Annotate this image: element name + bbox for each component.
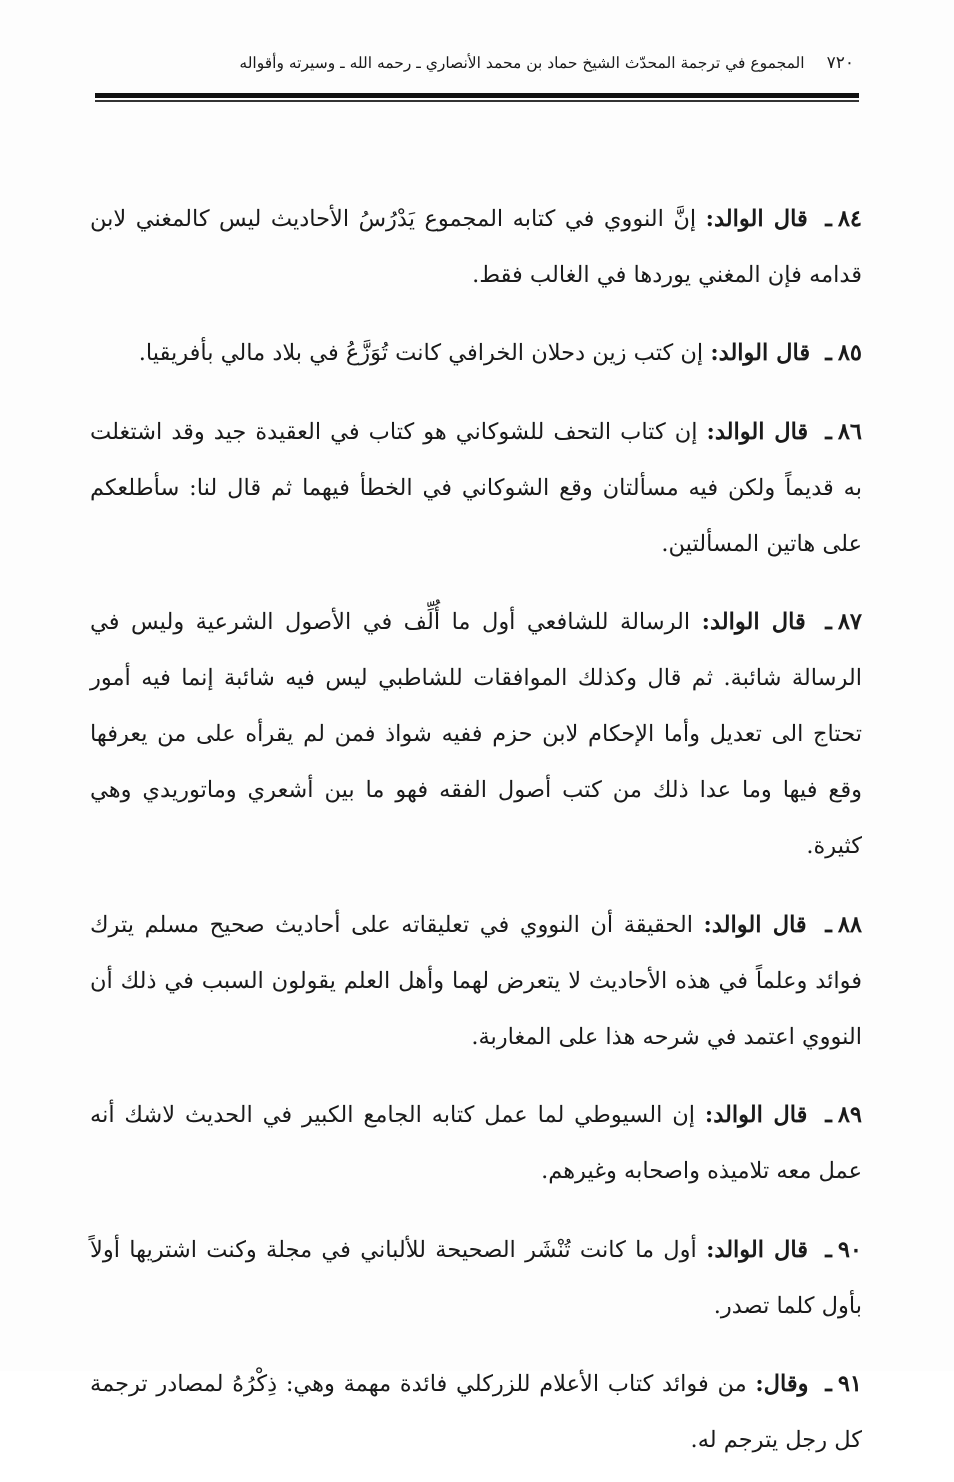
page-header bbox=[170, 48, 854, 78]
entry-text: إن السيوطي لما عمل كتابه الجامع الكبير في الحديث لاشك أنه عمل معه تلاميذه واصحابه وغيرهم. bbox=[90, 1102, 862, 1184]
entry-number: ٨٤ bbox=[837, 205, 862, 232]
entry-number: ٨٥ bbox=[837, 340, 862, 366]
entry-89 bbox=[90, 1087, 862, 1199]
header-rule-thin bbox=[95, 100, 859, 102]
header-rule bbox=[95, 93, 859, 98]
entry-dash: ـ bbox=[825, 205, 832, 232]
entry-speaker: قال الوالد: bbox=[706, 1236, 808, 1263]
entry-number: ٨٧ bbox=[837, 609, 863, 635]
entry-speaker: قال الوالد: bbox=[705, 205, 808, 232]
page-body bbox=[90, 168, 862, 1482]
entry-86 bbox=[90, 404, 862, 572]
entry-dash: ـ bbox=[825, 340, 832, 366]
entry-speaker: قال الوالد: bbox=[704, 1102, 808, 1128]
entry-85 bbox=[90, 325, 862, 381]
entry-text: إن كتاب التحف للشوكاني هو كتاب في العقيدة جيد وقد اشتغلت به قديماً ولكن فيه مسألتان وقع الشوكاني في الخطأ فيهما ثم قال لنا: سأطلعكم على هاتين المسألتين. bbox=[90, 418, 862, 557]
entry-speaker: قال الوالد: bbox=[703, 911, 807, 938]
page-number: ٧٢٠ bbox=[826, 53, 854, 73]
entry-speaker: قال الوالد: bbox=[701, 609, 806, 635]
entry-dash: ـ bbox=[825, 609, 832, 635]
entry-number: ٨٩ bbox=[837, 1102, 862, 1128]
entry-text: من فوائد كتاب الأعلام للزركلي فائدة مهمة وهي: ذِكْرُهُ لمصادر ترجمة كل رجل يترجم له. bbox=[90, 1371, 862, 1453]
entry-number: ٨٨ bbox=[837, 911, 863, 938]
entry-87 bbox=[90, 594, 862, 874]
entry-text: إن كتب زين دحلان الخرافي كانت تُوَزَّعُ في بلاد مالي بأفريقيا. bbox=[138, 340, 704, 366]
entry-dash: ـ bbox=[825, 911, 832, 938]
entry-dash: ـ bbox=[825, 1102, 832, 1128]
entry-text: الحقيقة أن النووي في تعليقاته على أحاديث صحيح مسلم يترك فوائد وعلماً في هذه الأحاديث لا يتعرض لهما وأهل العلم يقولون السبب في ذلك أن النووي اعتمد في شرحه هذا على المغاربة. bbox=[90, 911, 862, 1050]
entry-number: ٨٦ bbox=[837, 418, 862, 445]
entry-speaker: قال الوالد: bbox=[710, 340, 811, 366]
entry-dash: ـ bbox=[825, 418, 832, 445]
entry-speaker: قال الوالد: bbox=[706, 418, 809, 445]
entry-number: ٩١ bbox=[837, 1371, 862, 1397]
entry-dash: ـ bbox=[825, 1371, 832, 1397]
entry-84 bbox=[90, 191, 862, 303]
entry-88 bbox=[90, 897, 862, 1065]
entry-text: إنَّ النووي في كتابه المجموع يَدْرُسُ الأحاديث ليس كالمغني لابن قدامه فإن المغني يوردها في الغالب فقط. bbox=[90, 205, 862, 288]
entry-speaker: وقال: bbox=[755, 1371, 809, 1397]
running-title: المجموع في ترجمة المحدّث الشيخ حماد بن محمد الأنصاري ـ رحمه الله ـ وسيرته وأقواله bbox=[239, 54, 805, 72]
entry-text: الرسالة للشافعي أول ما أُلِّف في الأصول الشرعية وليس في الرسالة شائبة. ثم قال وكذلك الموافقات للشاطبي ليس فيه شائبة إنما فيه أمور تحتاج الى تعديل وأما الإحكام لابن حزم ففيه شواذ فمن لم يقرأه على من يعرفها وقع فيها وما عدا ذلك من كتب أصول الفقه فهو ما بين أشعري وماتوريدي وهي كثيرة. bbox=[90, 609, 862, 859]
entry-91 bbox=[90, 1356, 862, 1468]
entry-text: أول ما كانت تُنْشَر الصحيحة للألباني في مجلة وكنت اشتريها أولاً بأول كلما تصدر. bbox=[90, 1236, 862, 1319]
entry-90 bbox=[90, 1222, 862, 1334]
entry-number: ٩٠ bbox=[837, 1236, 863, 1263]
entry-dash: ـ bbox=[825, 1236, 832, 1263]
